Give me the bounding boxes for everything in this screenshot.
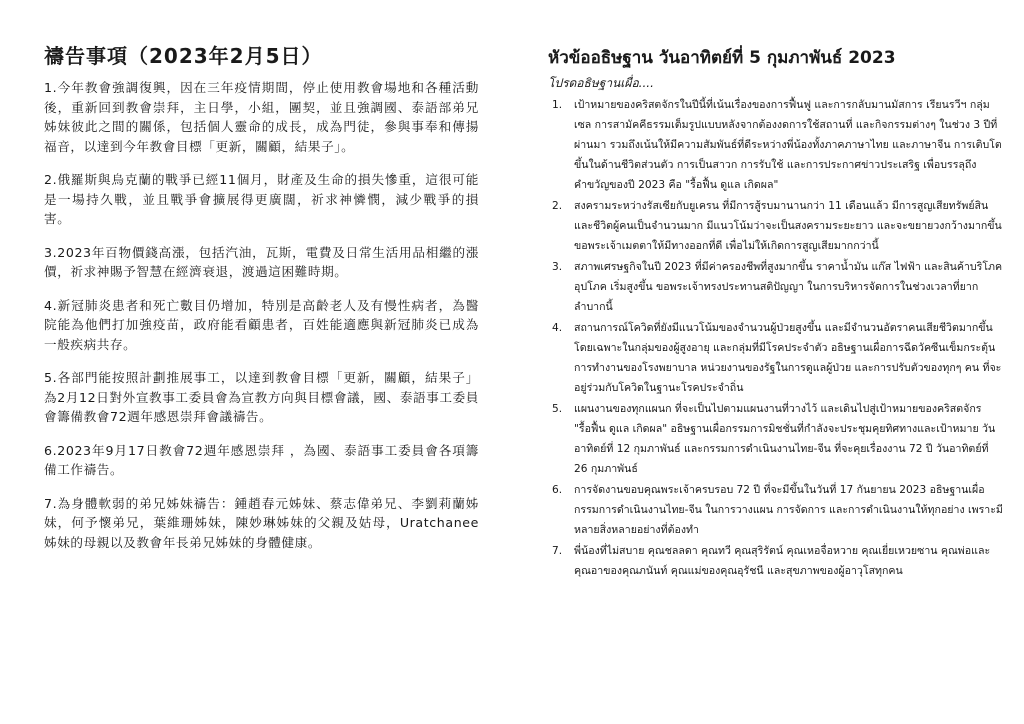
item-text: สงครามระหว่างรัสเซียกับยูเครน ที่มีการสู้รบมานานกว่า 11 เดือนแล้ว มีการสูญเสียทรัพย์สิน และชีวิตผู้คนเป็นจำนวนมาก มีแนวโน้มว่าจะเป็นสงครามระยะยาว และจะขยายวงกว้างมากขึ้น ขอพระเจ้าเมตตาให้มีทางออกที่ดี เพื่อไม่ให้เกิดการสูญเสียมากกว่านี้ bbox=[574, 200, 1002, 252]
item-text: สภาพเศรษฐกิจในปี 2023 ที่มีค่าครองชีพที่สูงมากขึ้น ราคาน้ำมัน แก๊ส ไฟฟ้า และสินค้าบริโภค อุปโภค เริ่มสูงขึ้น ขอพระเจ้าทรงประทานสติปัญญา ในการบริหารจัดการในช่วงเวลาที่ยากลำบากนี้ bbox=[574, 261, 1003, 313]
item-number: 5. bbox=[552, 403, 563, 415]
item-text: แผนงานของทุกแผนก ที่จะเป็นไปตามแผนงานที่วางไว้ และเดินไปสู่เป้าหมายของคริสตจักร "รื้อฟื้น ดูแล เกิดผล" อธิษฐานเผื่อกรรมการมิชชั่นที่กำลังจะประชุมคุยทิศทางและเป้าหมาย วันอาทิตย์ที่ 12 กุมภาพันธ์ และกรรมการดำเนินงานไทย-จีน ที่จะคุยเรื่องงาน 72 ปี วันอาทิตย์ที่ 26 กุมภาพันธ์ bbox=[574, 403, 996, 475]
list-item bbox=[548, 480, 1003, 540]
page-title: 禱告事項（2023年2月5日） bbox=[44, 44, 323, 68]
prayer-item: 3.2023年百物價錢高漲，包括汽油，瓦斯，電費及日常生活用品相繼的漲價，祈求神賜予智慧在經濟衰退，渡過這困難時期。 bbox=[44, 244, 479, 279]
item-text: เป้าหมายของคริสตจักรในปีนี้ที่เน้นเรื่องของการฟื้นฟู และการกลับมานมัสการ เรียนรวีฯ กลุ่มเซล การสามัคคีธรรมเต็มรูปแบบหลังจากต้องงดการใช้สถานที่ และกิจกรรมต่างๆ ในช่วง 3 ปีที่ผ่านมา รวมถึงเน้นให้มีความสัมพันธ์ที่ดีระหว่างพี่น้องทั้งภาคภาษาไทย และภาษาจีน การเติบโตขึ้นในด้านชีวิตส่วนตัว การเป็นสาวก การรับใช้ และการประกาศข่าวประเสริฐ เพื่อบรรลุถึงคำขวัญของปี 2023 คือ "รื้อฟื้น ดูแล เกิดผล" bbox=[574, 99, 1002, 191]
list-item bbox=[548, 257, 1003, 317]
list-item bbox=[548, 541, 1003, 581]
item-number: 4. bbox=[552, 322, 563, 334]
list-item bbox=[548, 399, 1003, 479]
list-item bbox=[548, 196, 1003, 256]
item-number: 7. bbox=[552, 545, 563, 557]
prayer-item: 5.各部門能按照計劃推展事工，以達到教會目標「更新，關顧，結果子」為2月12日對外宣教事工委員會為宣教方向與目標會議，國、泰語事工委員會籌備教會72週年感恩崇拜會議禱告。 bbox=[44, 370, 479, 424]
item-text: การจัดงานขอบคุณพระเจ้าครบรอบ 72 ปี ที่จะมีขึ้นในวันที่ 17 กันยายน 2023 อธิษฐานเผื่อกรรมการดำเนินงานไทย-จีน ในการวางแผน การจัดการ และการดำเนินงานให้ทุกอย่าง เพราะมีหลายสิ่งหลายอย่างที่ต้องทำ bbox=[574, 484, 1003, 536]
prayer-item: 4.新冠肺炎患者和死亡數目仍增加，特別是高齡老人及有慢性病者，為醫院能為他們打加強疫苗，政府能看顧患者，百姓能適應與新冠肺炎已成為一般疾病共存。 bbox=[44, 297, 479, 352]
prayer-item: 6.2023年9月17日教會72週年感恩崇拜 ，為國、泰語事工委員會各項籌備工作禱告。 bbox=[44, 442, 479, 477]
prayer-item: 2.俄羅斯與烏克蘭的戰爭已經11個月，財產及生命的損失慘重，這很可能是一場持久戰，並且戰爭會擴展得更廣闊，祈求神憐憫，減少戰爭的損害。 bbox=[44, 172, 479, 226]
item-number: 2. bbox=[552, 200, 563, 212]
item-number: 3. bbox=[552, 261, 563, 273]
prayer-list-thai bbox=[548, 95, 1003, 582]
prayer-item: 7.為身體軟弱的弟兄姊妹禱告：鍾趙春元姊妹、蔡志偉弟兄、李劉莉蘭姊妹，何予懷弟兄，葉維珊姊妹，陳妙琳姊妹的父親及姑母，Uratchanee姊妹的母親以及教會年長弟兄姊妹的身體健康。 bbox=[44, 495, 479, 550]
list-item bbox=[548, 95, 1003, 195]
list-item bbox=[548, 318, 1003, 398]
item-number: 6. bbox=[552, 484, 563, 496]
item-text: พี่น้องที่ไม่สบาย คุณชลลดา คุณทวี คุณสุริรัตน์ คุณเหอจื่อหวาย คุณเยี่ยเหวยซาน คุณพ่อและคุณอาของคุณภนันท์ คุณแม่ของคุณอุรัชนี และสุขภาพของผู้อาวุโสทุกคน bbox=[574, 545, 991, 577]
prayer-list-chinese bbox=[44, 78, 479, 566]
subtitle: โปรดอธิษฐานเผื่อ.... bbox=[548, 76, 654, 90]
prayer-item: 1.今年教會強調復興，因在三年疫情期間，停止使用教會場地和各種活動後，重新回到教會崇拜，主日學，小組，團契，並且強調國、泰語部弟兄姊妹彼此之間的關係，包括個人靈命的成長，成為門徒，參與事奉和傳揚福音，以達到今年教會目標「更新，關顧，結果子」。 bbox=[44, 80, 479, 154]
item-text: สถานการณ์โควิดที่ยังมีแนวโน้มของจำนวนผู้ป่วยสูงขึ้น และมีจำนวนอัตราคนเสียชีวิตมากขึ้น โดยเฉพาะในกลุ่มของผู้สูงอายุ และกลุ่มที่มีโรคประจำตัว อธิษฐานเผื่อการฉีดวัคซีนเข็มกระตุ้น การทำงานของโรงพยาบาล หน่วยงานของรัฐในการดูแลผู้ป่วย และการปรับตัวของทุกๆ คน ที่จะอยู่ร่วมกับโควิดในฐานะโรคประจำถิ่น bbox=[574, 322, 1002, 394]
item-number: 1. bbox=[552, 99, 563, 111]
page-title-thai: หัวข้ออธิษฐาน วันอาทิตย์ที่ 5 กุมภาพันธ์ 2023 bbox=[548, 48, 896, 68]
